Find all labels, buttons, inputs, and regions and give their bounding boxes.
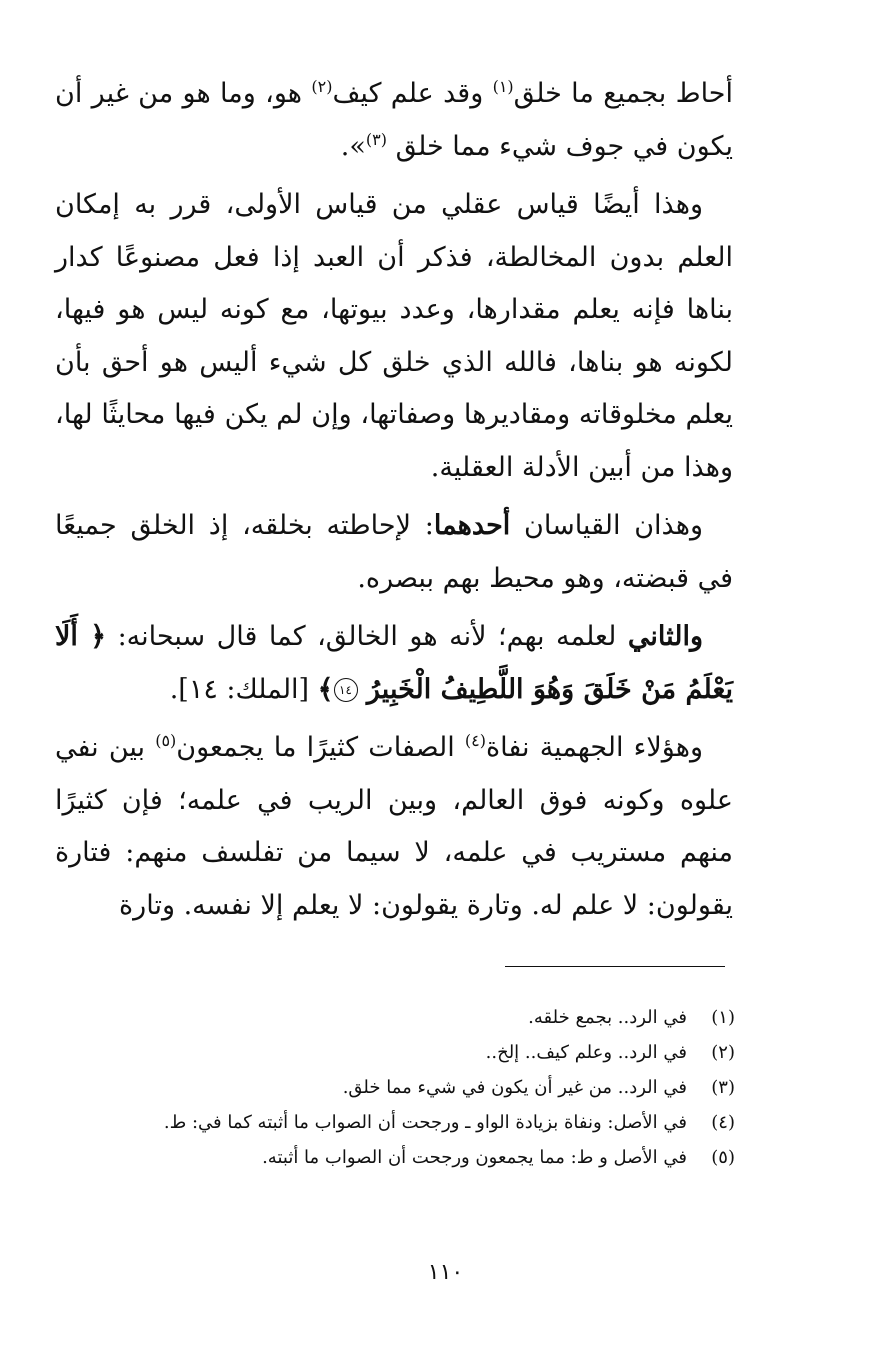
footnote-text: في الأصل: ونفاة بزيادة الواو ـ ورجحت أن الصواب ما أثبته كما في: ط.	[163, 1112, 687, 1133]
footnote-text: في الرد.. بجمع خلقه.	[528, 1007, 687, 1028]
text-segment: وقد علم كيف	[332, 78, 493, 109]
footnote-number: (٥)	[711, 1147, 735, 1168]
footnote-ref-5[interactable]: (٥)	[155, 731, 177, 750]
footnote-text: في الأصل و ط: مما يجمعون ورجحت أن الصواب ما أثبته.	[262, 1147, 687, 1168]
footnote-1	[60, 1000, 735, 1035]
footnote-text: في الرد.. وعلم كيف.. إلخ..	[485, 1042, 687, 1063]
text-segment: أحاط بجميع ما خلق	[513, 78, 733, 109]
paragraph-2: وهذا أيضًا قياس عقلي من قياس الأولى، قرر به إمكان العلم بدون المخالطة، فذكر أن العبد إذا فعل مصنوعًا كدار بناها فإنه يعلم مقدارها، وعدد بيوتها، مع كونه ليس هو فيها، لكونه هو بناها، فالله الذي خلق كل شيء أليس هو أحق بأن يعلم مخلوقاته ومقاديرها وصفاتها، وإن لم يكن فيها محايثًا لها، وهذا من أبين الأدلة العقلية.	[55, 189, 733, 483]
paragraph-1	[55, 68, 733, 173]
paragraph-4	[55, 611, 733, 716]
text-segment: الصفات كثيرًا ما يجمعون	[176, 732, 465, 763]
text-segment: لعلمه بهم؛ لأنه هو الخالق، كما قال سبحانه:	[117, 621, 628, 652]
text-segment: هو، وما هو من غير أن يكون في جوف شيء مما خلق	[55, 78, 733, 162]
footnote-4	[60, 1105, 735, 1140]
footnote-ref-2[interactable]: (٢)	[311, 77, 333, 96]
footnote-2	[60, 1035, 735, 1070]
footnote-number: (٣)	[711, 1077, 735, 1098]
footnote-5	[60, 1140, 735, 1175]
main-text	[55, 68, 733, 938]
footnote-text: في الرد.. من غير أن يكون في شيء مما خلق.	[342, 1077, 687, 1098]
footnote-number: (٤)	[711, 1112, 735, 1133]
footnote-3	[60, 1070, 735, 1105]
verse-citation: [الملك: ١٤].	[169, 673, 318, 705]
text-segment: وهذان القياسان	[510, 510, 703, 541]
quran-verse: ﴿ أَلَا يَعْلَمُ مَنْ خَلَقَ وَهُوَ اللَّطِيفُ الْخَبِيرُ	[55, 621, 733, 705]
footnote-ref-4[interactable]: (٤)	[464, 731, 486, 750]
text-segment: بين نفي علوه وكونه فوق العالم، وبين الريب في علمه؛ فإن كثيرًا منهم مستريب في علمه، لا سيما من تفلسف منهم: فتارة يقولون: لا علم له. وتارة يقولون: لا يعلم إلا نفسه. وتارة	[55, 732, 733, 921]
footnote-number: (٢)	[711, 1042, 735, 1063]
quran-close-bracket: ﴾	[317, 673, 334, 705]
verse-number-badge: ١٤	[334, 678, 358, 702]
paragraph-3	[55, 500, 733, 605]
page-number: ١١٠	[427, 1260, 464, 1285]
text-segment: : لإحاطته بخلقه، إذ الخلق جميعًا في قبضته، وهو محيط بهم ببصره.	[55, 510, 733, 594]
footnote-ref-1[interactable]: (١)	[492, 77, 514, 96]
bold-term-second: والثاني	[627, 621, 703, 652]
footnotes	[60, 1000, 735, 1175]
paragraph-5	[55, 722, 733, 932]
text-segment: ».	[340, 130, 366, 162]
text-segment: وهؤلاء الجهمية نفاة	[486, 732, 703, 763]
footnote-ref-3[interactable]: (٣)	[365, 129, 387, 149]
footnote-divider	[505, 966, 725, 967]
bold-term-first: أحدهما	[433, 510, 511, 541]
footnote-number: (١)	[711, 1007, 735, 1028]
